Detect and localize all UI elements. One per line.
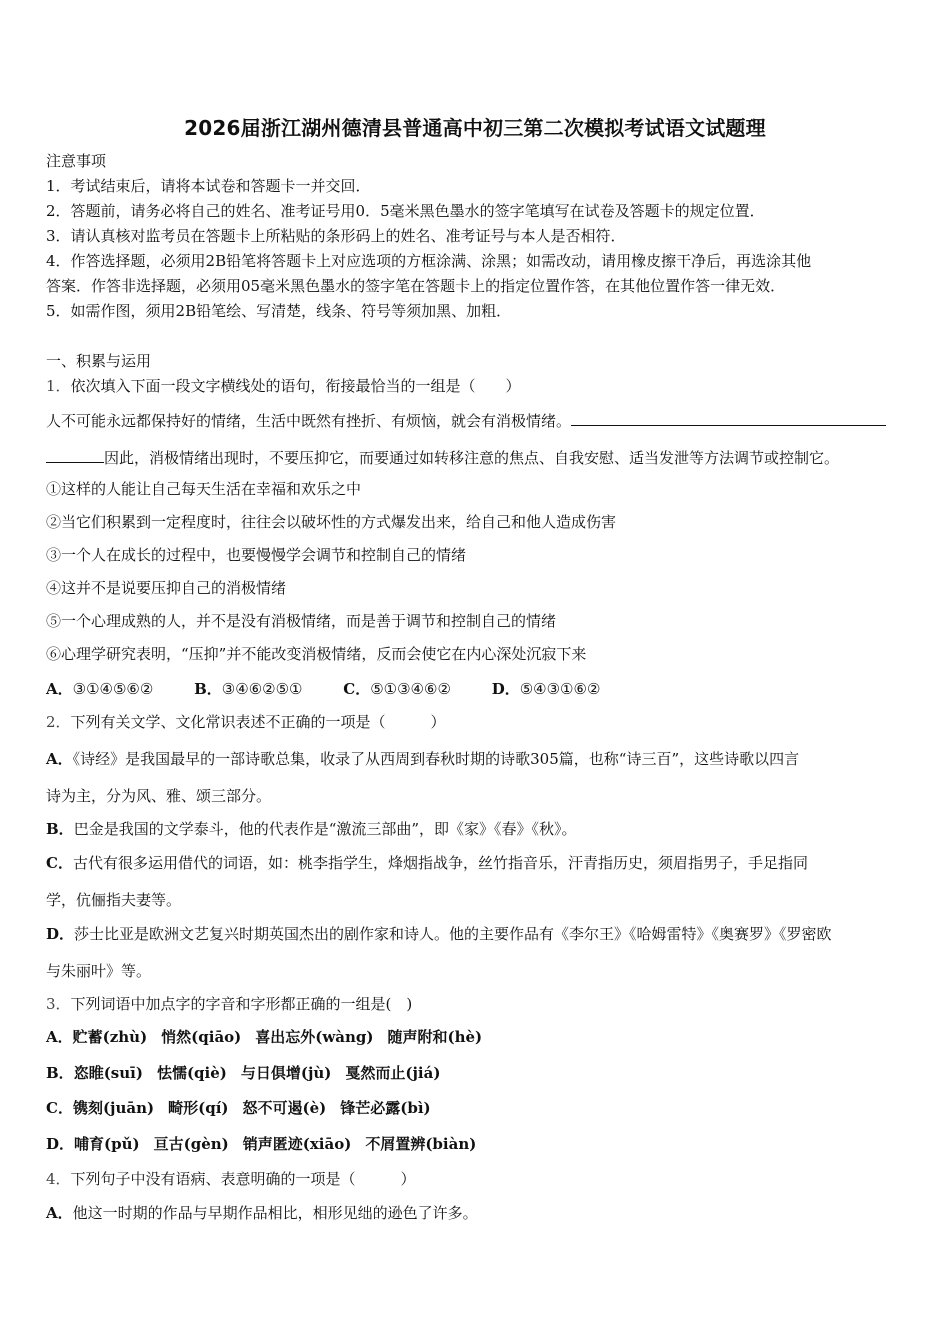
q1-blank-1 (571, 409, 886, 426)
section-heading: 一、积累与运用 (46, 352, 152, 370)
notice-heading: 注意事项 (46, 152, 107, 170)
q3-option-b[interactable]: B．恣睢(suī) 怯懦(qiè) 与日俱增(jù) 戛然而止(jiá) (46, 1064, 441, 1082)
q1-options (46, 679, 906, 699)
q2-number: 2． (46, 713, 71, 731)
q2-stem: 下列有关文学、文化常识表述不正确的一项是（ ） (70, 713, 446, 731)
q4-option-a[interactable]: A．他这一时期的作品与早期作品相比，相形见绌的逊色了许多。 (46, 1204, 478, 1222)
q3-number: 3． (46, 995, 71, 1013)
q2-option-d[interactable]: D．莎士比亚是欧洲文艺复兴时期英国杰出的剧作家和诗人。他的主要作品有《李尔王》《哈姆雷特》《奥赛罗》《罗密欧 (46, 925, 832, 943)
q1-passage-a: 人不可能永远都保持好的情绪，生活中既然有挫折、有烦恼，就会有消极情绪。 (46, 412, 572, 430)
q1-option-b[interactable]: B．③④⑥②⑤① (194, 680, 303, 698)
notice-item-4-cont: 答案．作答非选择题，必须用05毫米黑色墨水的签字笔在答题卡上的指定位置作答，在其他位置作答一律无效． (46, 277, 786, 295)
notice-item-2: 2．答题前，请务必将自己的姓名、准考证号用0．5毫米黑色墨水的签字笔填写在试卷及答题卡的规定位置． (46, 202, 765, 220)
q4-number: 4． (46, 1170, 71, 1188)
q1-option-c[interactable]: C．⑤①③④⑥② (343, 680, 451, 698)
q1-item-5: ⑤一个心理成熟的人，并不是没有消极情绪，而是善于调节和控制自己的情绪 (46, 612, 557, 630)
q4-stem: 下列句子中没有语病、表意明确的一项是（ ） (70, 1170, 416, 1188)
q1-item-2: ②当它们积累到一定程度时，往往会以破坏性的方式爆发出来，给自己和他人造成伤害 (46, 513, 617, 531)
q2-option-a-cont: 诗为主，分为风、雅、颂三部分。 (46, 787, 272, 805)
q1-option-d[interactable]: D．⑤④③①⑥② (491, 680, 601, 698)
q1-option-a[interactable]: A．③①④⑤⑥② (46, 680, 154, 698)
q2-option-c[interactable]: C．古代有很多运用借代的词语，如：桃李指学生，烽烟指战争，丝竹指音乐，汗青指历史，须眉指男子，手足指同 (46, 854, 808, 872)
q3-stem: 下列词语中加点字的字音和字形都正确的一组是( ) (70, 995, 413, 1013)
q2-option-b[interactable]: B．巴金是我国的文学泰斗，他的代表作是“激流三部曲”，即《家》《春》《秋》。 (46, 820, 577, 838)
q1-item-4: ④这并不是说要压抑自己的消极情绪 (46, 579, 287, 597)
q3-option-c[interactable]: C．镌刻(juān) 畸形(qí) 怒不可遏(è) 锋芒必露(bì) (46, 1099, 431, 1117)
q3-stem-line (46, 994, 906, 1014)
q1-stem: 依次填入下面一段文字横线处的语句，衔接最恰当的一组是（ ） (70, 377, 521, 395)
notice-item-4: 4．作答选择题，必须用2B铅笔将答题卡上对应选项的方框涂满、涂黑；如需改动，请用橡皮擦干净后，再选涂其他 (46, 252, 812, 270)
q2-option-a[interactable]: A．《诗经》是我国最早的一部诗歌总集，收录了从西周到春秋时期的诗歌305篇，也称“诗三百”，这些诗歌以四言 (46, 750, 800, 768)
notice-item-3: 3．请认真核对监考员在答题卡上所粘贴的条形码上的姓名、准考证号与本人是否相符． (46, 227, 626, 245)
notice-item-1: 1．考试结束后，请将本试卷和答题卡一并交回． (46, 177, 371, 195)
q1-item-6: ⑥心理学研究表明，“压抑”并不能改变消极情绪，反而会使它在内心深处沉寂下来 (46, 645, 587, 663)
q1-blank-2 (46, 446, 104, 463)
q1-passage-b: 因此，消极情绪出现时，不要压抑它，而要通过如转移注意的焦点、自我安慰、适当发泄等方法调节或控制它。 (104, 449, 840, 467)
q3-option-d[interactable]: D．哺育(pǔ) 亘古(gèn) 销声匿迹(xiāo) 不屑置辨(biàn) (46, 1135, 477, 1153)
q2-stem-line (46, 712, 906, 732)
q1-passage-line-2 (46, 446, 906, 468)
q2-option-c-cont: 学，伉俪指夫妻等。 (46, 891, 182, 909)
notice-item-5: 5．如需作图，须用2B铅笔绘、写清楚，线条、符号等须加黑、加粗． (46, 302, 512, 320)
q1-passage-line-1 (46, 409, 906, 431)
q1-item-1: ①这样的人能让自己每天生活在幸福和欢乐之中 (46, 480, 362, 498)
q3-option-a[interactable]: A．贮蓄(zhù) 悄然(qiāo) 喜出忘外(wàng) 随声附和(hè) (46, 1028, 483, 1046)
q1-item-3: ③一个人在成长的过程中，也要慢慢学会调节和控制自己的情绪 (46, 546, 467, 564)
exam-title: 2026届浙江湖州德清县普通高中初三第二次模拟考试语文试题理 (184, 116, 766, 140)
q2-option-d-cont: 与朱丽叶》等。 (46, 962, 152, 980)
q4-stem-line (46, 1169, 906, 1189)
q1-number: 1． (46, 377, 71, 395)
q1-stem-line (46, 376, 906, 396)
